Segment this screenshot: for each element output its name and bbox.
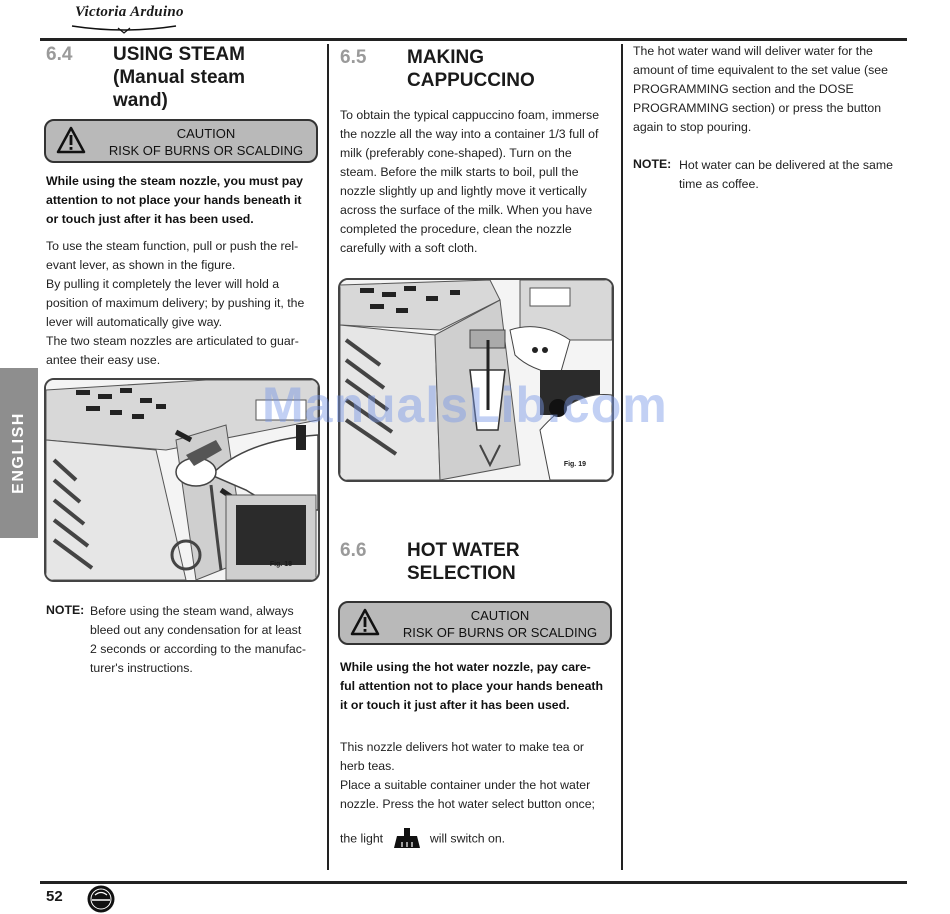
text-line: the nozzle all the way into a container 1/3 full of: [340, 127, 599, 141]
caution-box-steam: [44, 119, 318, 163]
steam-warning-text: [46, 172, 316, 229]
text-line: again to stop pouring.: [633, 120, 752, 134]
text-line: carefully with a soft cloth.: [340, 241, 478, 255]
title-line: CAPPUCCINO: [407, 70, 535, 91]
text-line: steam. Before the milk starts to boil, pull the: [340, 165, 579, 179]
text-line: nozzle slightly up and lightly move it vertically: [340, 184, 587, 198]
page-number: 52: [46, 888, 63, 905]
text-line: PROGRAMMING section) or press the button: [633, 101, 882, 115]
text-line: evant lever, as shown in the figure.: [46, 258, 236, 272]
text-line: antee their easy use.: [46, 353, 161, 367]
caution-subtitle: RISK OF BURNS OR SCALDING: [108, 143, 304, 158]
language-tab-label: ENGLISH: [10, 412, 27, 494]
hot-water-warning-text: [340, 658, 610, 715]
text-line: While using the steam nozzle, you must pay: [46, 174, 303, 188]
text-line: position of maximum delivery; by pushing it, the: [46, 296, 305, 310]
text-line: By pulling it completely the lever will hold a: [46, 277, 280, 291]
title-line: wand): [113, 90, 168, 111]
text-line: milk (preferably cone-shaped). Turn on the: [340, 146, 572, 160]
text-line: completed the procedure, clean the nozzle: [340, 222, 572, 236]
text-line: The two steam nozzles are articulated to guar-: [46, 334, 299, 348]
title-line: SELECTION: [407, 563, 516, 584]
text-line: The hot water wand will deliver water for the: [633, 44, 873, 58]
header-rule: [40, 38, 907, 41]
column-divider-1: [327, 44, 329, 870]
title-line: (Manual steam: [113, 67, 245, 88]
title-line: MAKING: [407, 47, 485, 68]
text-line: While using the hot water nozzle, pay care-: [340, 660, 591, 674]
text-line: Before using the steam wand, always: [90, 604, 294, 618]
text-fragment: the light: [340, 831, 384, 846]
figure-label: Fig. 19: [563, 461, 586, 468]
title-line: HOT WATER: [407, 540, 520, 561]
text-line: it or touch it just after it has been used.: [340, 698, 570, 712]
hot-water-body-text: [340, 738, 610, 814]
text-line: To use the steam function, pull or push the rel-: [46, 239, 299, 253]
text-line: PROGRAMMING section and the DOSE: [633, 82, 854, 96]
section-6-5-number: 6.5: [340, 47, 367, 68]
caution-box-hot-water: [338, 601, 612, 645]
watermark: ManualsLib.com: [262, 377, 668, 433]
brand-swash-icon: [70, 22, 178, 34]
hot-water-light-icon: [393, 828, 421, 850]
text-line: bleed out any condensation for at least: [90, 623, 302, 637]
text-line: herb teas.: [340, 759, 395, 773]
footer-rule: [40, 881, 907, 884]
hot-water-wand-text: [633, 42, 905, 137]
warning-triangle-icon: [350, 608, 380, 636]
text-line: lever will automatically give way.: [46, 315, 223, 329]
section-6-4-number: 6.4: [46, 44, 73, 65]
title-line: USING STEAM: [113, 44, 245, 65]
text-line: turer's instructions.: [90, 661, 193, 675]
caution-subtitle: RISK OF BURNS OR SCALDING: [402, 625, 598, 640]
text-line: amount of time equivalent to the set value (see: [633, 63, 888, 77]
text-line: This nozzle delivers hot water to make tea or: [340, 740, 584, 754]
steam-note-text: [90, 602, 316, 678]
brand-badge-icon: [86, 884, 116, 914]
text-line: time as coffee.: [679, 177, 759, 191]
section-6-4-title: [113, 43, 313, 112]
cappuccino-body-text: [340, 106, 610, 258]
text-line: across the surface of the milk. When you have: [340, 203, 593, 217]
text-line: attention to not place your hands beneath it: [46, 193, 302, 207]
brand-logo: Victoria Arduino: [75, 4, 184, 20]
note-label: NOTE:: [633, 157, 672, 171]
note-label: NOTE:: [46, 603, 85, 617]
light-indicator-line: [340, 828, 610, 850]
caution-title: CAUTION: [176, 126, 236, 141]
text-line: Place a suitable container under the hot water: [340, 778, 591, 792]
warning-triangle-icon: [56, 126, 86, 154]
language-tab[interactable]: [0, 368, 38, 538]
text-fragment: will switch on.: [429, 831, 506, 846]
section-6-6-title: [407, 539, 607, 585]
text-line: or touch just after it has been used.: [46, 212, 254, 226]
col3-note-text: [679, 156, 905, 194]
text-line: ful attention not to place your hands beneath: [340, 679, 604, 693]
steam-body-text: [46, 237, 316, 370]
text-line: Hot water can be delivered at the same: [679, 158, 893, 172]
caution-title: CAUTION: [470, 608, 530, 623]
column-divider-2: [621, 44, 623, 870]
section-6-6-number: 6.6: [340, 540, 367, 561]
figure-label: Fig. 18: [269, 561, 292, 568]
section-6-5-title: [407, 46, 607, 92]
text-line: nozzle. Press the hot water select button once;: [340, 797, 595, 811]
text-line: To obtain the typical cappuccino foam, immerse: [340, 108, 600, 122]
text-line: 2 seconds or according to the manufac-: [90, 642, 307, 656]
